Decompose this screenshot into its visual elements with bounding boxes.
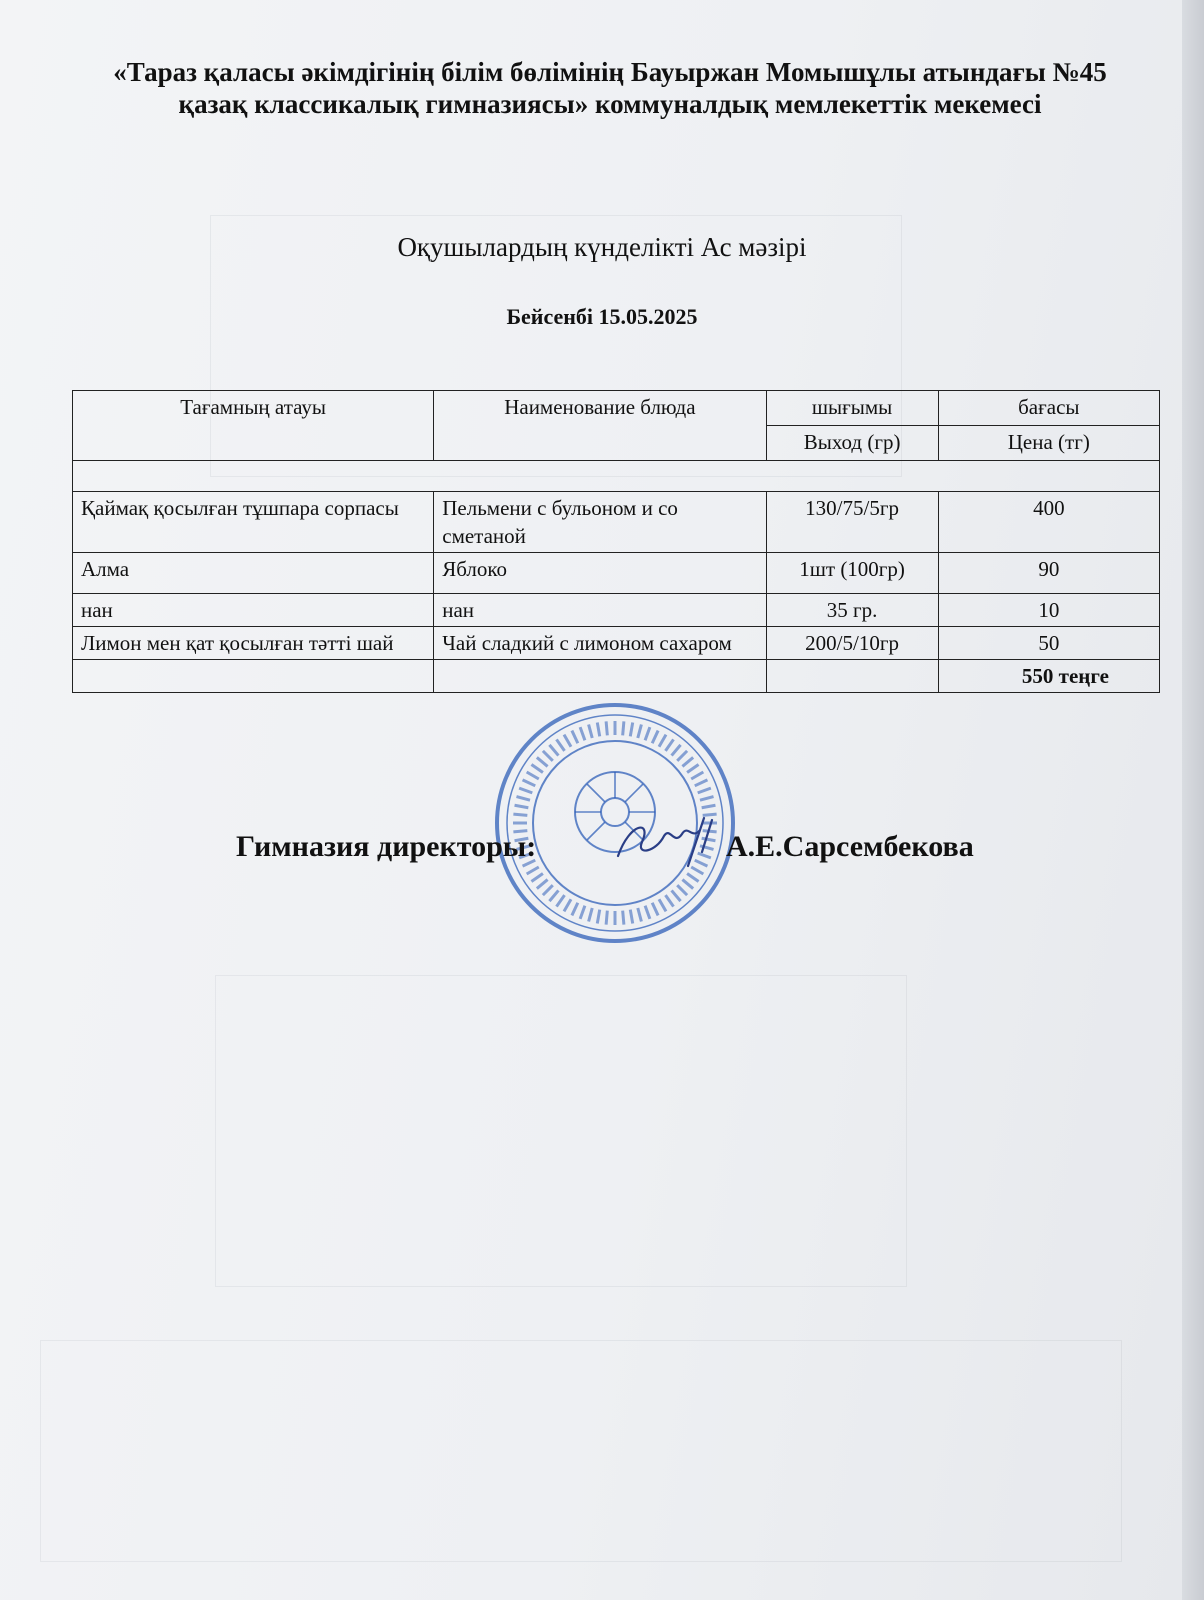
stamp-text-glyph — [556, 739, 564, 750]
stamp-text-glyph — [623, 911, 624, 925]
header-name-ru: Наименование блюда — [434, 391, 766, 461]
menu-title: Оқушылардың күнделікті Ас мәзірі — [397, 232, 807, 262]
stamp-text-glyph — [677, 885, 687, 895]
stamp-text-glyph — [630, 723, 632, 737]
director-name: А.Е.Сарсембекова — [726, 830, 974, 863]
stamp-text-glyph — [580, 727, 585, 740]
stamp-text-glyph — [606, 911, 607, 925]
stamp-text-glyph — [531, 764, 542, 772]
table-row — [73, 594, 1160, 627]
stamp-text-glyph — [623, 721, 624, 735]
header-yield-ru: Выход (гр) — [766, 426, 938, 461]
stamp-text-glyph — [638, 724, 642, 738]
table-row — [73, 553, 1160, 594]
stamp-text-glyph — [527, 772, 539, 779]
stamp-text-glyph — [572, 731, 578, 744]
stamp-text-glyph — [682, 880, 693, 889]
header-name-kz: Тағамның атауы — [73, 391, 434, 461]
stamp-text-glyph — [700, 797, 714, 801]
stamp-text-glyph — [659, 735, 666, 747]
dish-yield: 130/75/5гр — [766, 492, 938, 553]
dish-name-kz: Лимон мен қат қосылған тәтті шай — [73, 627, 434, 660]
stamp-text-glyph — [589, 724, 593, 738]
stamp-text-glyph — [630, 910, 632, 924]
dish-price: 10 — [938, 594, 1159, 627]
total-empty-cell — [73, 660, 434, 693]
stamp-text-glyph — [652, 731, 658, 744]
stamp-text-glyph — [537, 757, 548, 766]
stamp-text-glyph — [549, 890, 558, 901]
table-row — [73, 627, 1160, 660]
spacer-cell — [73, 461, 1160, 492]
stamp-text-glyph — [523, 780, 536, 786]
total-price: 550 теңге — [938, 660, 1159, 693]
dish-name-kz: Қаймақ қосылған тұшпара сорпасы — [73, 492, 434, 553]
header-price-kz: бағасы — [938, 391, 1159, 426]
dish-name-kz: нан — [73, 594, 434, 627]
stamp-text-glyph — [543, 885, 553, 895]
stamp-text-glyph — [687, 764, 698, 772]
stamp-text-glyph — [638, 908, 642, 922]
stamp-text-glyph — [702, 805, 716, 807]
menu-date: Бейсенбі 15.05.2025 — [506, 304, 698, 329]
stamp-text-glyph — [564, 735, 571, 747]
dish-name-ru: Пельмени с бульоном и со сметаной — [434, 492, 766, 553]
dish-price: 90 — [938, 553, 1159, 594]
stamp-text-glyph — [659, 899, 666, 911]
handwritten-signature — [612, 812, 728, 868]
stamp-text-glyph — [682, 757, 693, 766]
total-empty-cell — [766, 660, 938, 693]
stamp-text-glyph — [645, 906, 650, 919]
stamp-text-glyph — [589, 908, 593, 922]
stamp-text-glyph — [572, 903, 578, 916]
dish-price: 400 — [938, 492, 1159, 553]
stamp-text-glyph — [519, 788, 532, 793]
stamp-text-glyph — [549, 745, 558, 756]
stamp-text-glyph — [665, 895, 673, 906]
stamp-text-glyph — [543, 751, 553, 761]
stamp-text-glyph — [537, 880, 548, 889]
stamp-text-glyph — [597, 910, 599, 924]
dish-name-ru: Чай сладкий с лимоном сахаром — [434, 627, 766, 660]
dish-price: 50 — [938, 627, 1159, 660]
stamp-text-glyph — [672, 890, 681, 901]
stamp-text-glyph — [645, 727, 650, 740]
table-total-row — [73, 660, 1160, 693]
signature-label: Гимназия директоры: — [236, 830, 537, 863]
stamp-text-glyph — [516, 797, 530, 801]
stamp-text-glyph — [527, 867, 539, 874]
stamp-text-glyph — [687, 873, 698, 881]
stamp-text-glyph — [606, 721, 607, 735]
stamp-text-glyph — [665, 739, 673, 750]
dish-yield: 35 гр. — [766, 594, 938, 627]
header-yield-kz: шығымы — [766, 391, 938, 426]
table-header-row — [73, 391, 1160, 426]
dish-yield: 200/5/10гр — [766, 627, 938, 660]
stamp-text-glyph — [515, 805, 529, 807]
table-row — [73, 492, 1160, 553]
stamp-text-glyph — [672, 745, 681, 756]
organization-header: «Тараз қаласы әкімдігінің білім бөлімінің Бауыржан Момышұлы атындағы №45 қазақ классикалық гимназиясы» коммуналдық мемлекеттік мекемесі — [113, 57, 1107, 119]
stamp-text-glyph — [564, 899, 571, 911]
stamp-text-glyph — [677, 751, 687, 761]
dish-name-ru: нан — [434, 594, 766, 627]
stamp-text-glyph — [513, 814, 527, 815]
stamp-text-glyph — [531, 873, 542, 881]
dish-name-kz: Алма — [73, 553, 434, 594]
stamp-text-glyph — [698, 788, 711, 793]
stamp-text-glyph — [580, 906, 585, 919]
stamp-text-glyph — [695, 780, 708, 786]
stamp-text-glyph — [597, 723, 599, 737]
stamp-text-glyph — [556, 895, 564, 906]
stamp-text-glyph — [691, 772, 703, 779]
header-price-ru: Цена (тг) — [938, 426, 1159, 461]
dish-yield: 1шт (100гр) — [766, 553, 938, 594]
stamp-text-glyph — [691, 867, 703, 874]
bleed-through-box-lower — [40, 1340, 1122, 1562]
stamp-text-glyph — [652, 903, 658, 916]
total-empty-cell — [434, 660, 766, 693]
dish-name-ru: Яблоко — [434, 553, 766, 594]
table-spacer-row — [73, 461, 1160, 492]
menu-table — [72, 390, 1160, 693]
bleed-through-table-bottom — [215, 975, 907, 1287]
